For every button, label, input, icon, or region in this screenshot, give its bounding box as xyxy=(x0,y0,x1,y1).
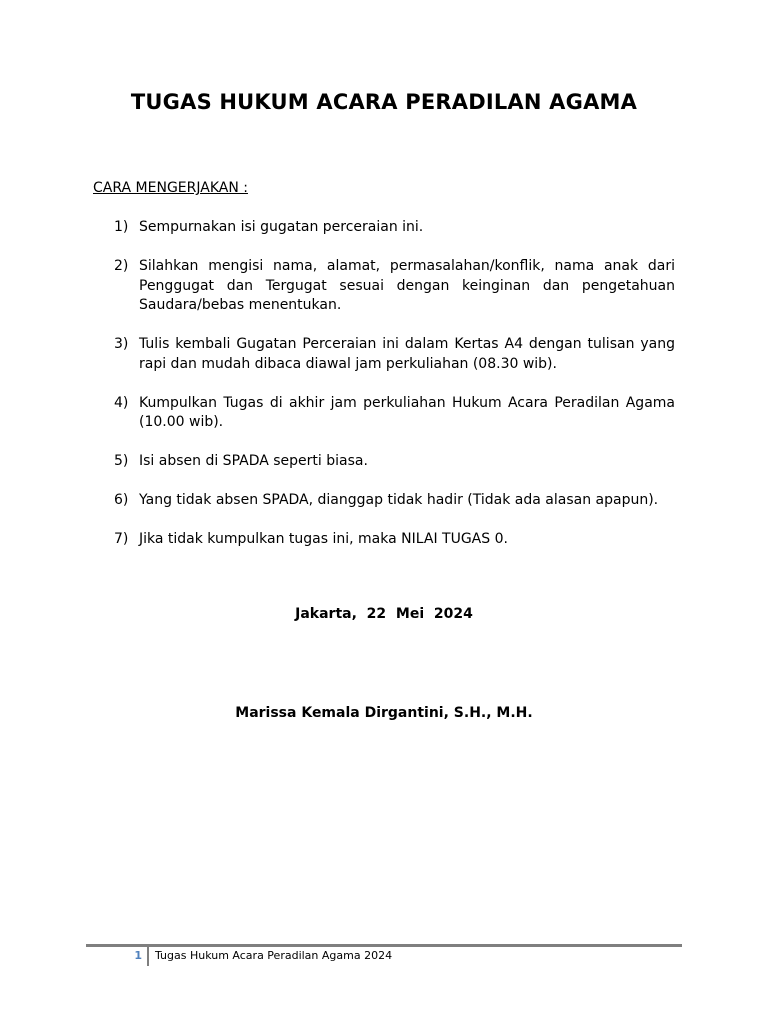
list-item xyxy=(114,257,675,316)
list-item-text: Sempurnakan isi gugatan perceraian ini. xyxy=(139,219,424,235)
list-item xyxy=(114,491,675,511)
place-date: Jakarta, 22 Mei 2024 xyxy=(295,606,473,622)
list-item xyxy=(114,530,675,550)
page-footer xyxy=(86,947,682,969)
instruction-list xyxy=(114,218,675,569)
list-item-text: Kumpulkan Tugas di akhir jam perkuliahan Hukum Acara Peradilan Agama (10.00 wib). xyxy=(139,394,675,430)
list-item xyxy=(114,335,675,374)
list-item-text: Tulis kembali Gugatan Perceraian ini dalam Kertas A4 dengan tulisan yang rapi dan mudah dibaca diawal jam perkuliahan (08.30 wib). xyxy=(139,336,675,372)
list-item-number: 6) xyxy=(114,492,129,508)
list-item-number: 5) xyxy=(114,453,129,469)
page-title: TUGAS HUKUM ACARA PERADILAN AGAMA xyxy=(130,90,638,114)
list-item-number: 1) xyxy=(114,219,129,235)
list-item-text: Jika tidak kumpulkan tugas ini, maka NILAI TUGAS 0. xyxy=(139,531,508,547)
list-item-number: 4) xyxy=(114,394,129,411)
list-item-text: Isi absen di SPADA seperti biasa. xyxy=(139,453,368,469)
signatory-name: Marissa Kemala Dirgantini, S.H., M.H. xyxy=(235,705,533,721)
list-item-text: Yang tidak absen SPADA, dianggap tidak hadir (Tidak ada alasan apapun). xyxy=(139,492,659,508)
list-item xyxy=(114,394,675,433)
list-item-number: 3) xyxy=(114,336,129,352)
list-item-text: Silahkan mengisi nama, alamat, permasalahan/konflik, nama anak dari Penggugat dan Tergugat sesuai dengan keinginan dan pengetahuan Saudara/bebas menentukan. xyxy=(139,258,675,313)
list-item xyxy=(114,218,675,238)
list-item-number: 2) xyxy=(114,258,129,274)
list-item xyxy=(114,452,675,472)
page-number: 1 xyxy=(134,949,142,962)
section-heading: CARA MENGERJAKAN : xyxy=(93,180,248,196)
footer-divider xyxy=(147,947,149,966)
footer-text: Tugas Hukum Acara Peradilan Agama 2024 xyxy=(155,949,393,962)
list-item-number: 7) xyxy=(114,531,129,547)
